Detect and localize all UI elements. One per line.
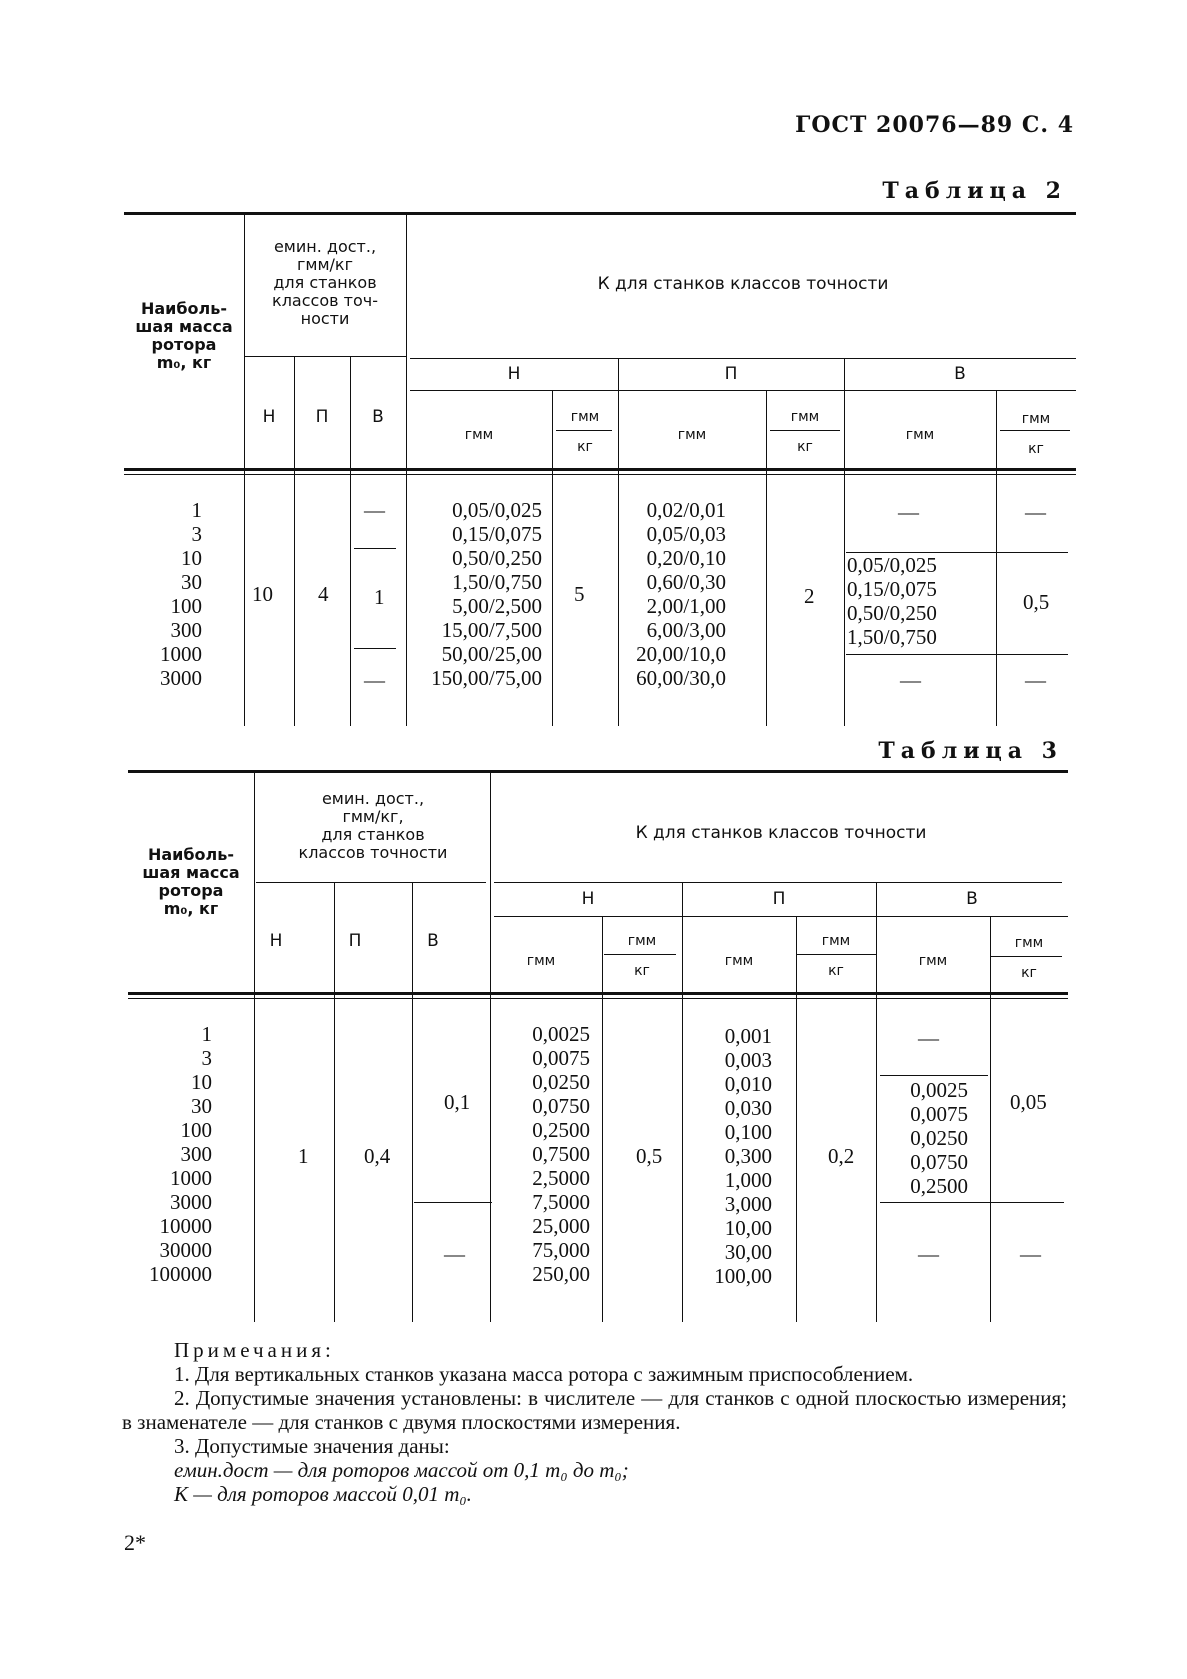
notes (122, 1338, 1067, 1506)
table3-unit-top: гмм (1014, 935, 1044, 951)
page-number: 2* (124, 1530, 146, 1555)
table2-mass-header: Наиболь- шая масса ротора m₀, кг (135, 299, 233, 372)
table3-unit-gmm: гмм (526, 953, 556, 969)
table2-k-class-v: В (954, 364, 966, 384)
table3-mass-header: Наиболь- шая масса ротора m₀, кг (142, 845, 240, 918)
table3-unit-bot: кг (1021, 965, 1037, 981)
table2-emin-class-n: Н (262, 407, 276, 427)
table3-k-class-v: В (966, 889, 978, 909)
table2-unit-bot: кг (797, 439, 813, 455)
table3-caption: Таблица 3 (878, 738, 1063, 764)
table2-emin-header: eмин. дост., гмм/кг для станков классов точ- ности (272, 237, 378, 328)
table3-k-p-kg: 0,2 (828, 1144, 855, 1168)
table3-emin-p-value: 0,4 (364, 1144, 391, 1168)
table3-emin-class-n: Н (269, 931, 283, 951)
table2-k-v-dash: — (898, 500, 919, 524)
table2-k-v-gmm: 0,05/0,025 0,15/0,075 0,50/0,250 1,50/0,750 (847, 553, 937, 649)
table3-emin-class-v: В (427, 931, 439, 951)
document-header: ГОСТ 20076—89 С. 4 (795, 112, 1074, 138)
note-3b: К — для роторов массой 0,01 m₀. (174, 1482, 472, 1506)
table3-k-p-gmm: 0,001 0,003 0,010 0,030 0,100 0,300 1,000 3,000 10,00 30,00 100,00 (714, 1024, 772, 1288)
table2-unit-gmm: гмм (677, 427, 707, 443)
table3-emin-v-value: 0,1 (444, 1090, 471, 1114)
table3-unit-gmm: гмм (918, 953, 948, 969)
table3-k-n-gmm: 0,0025 0,0075 0,0250 0,0750 0,2500 0,7500 2,5000 7,5000 25,000 75,000 250,00 (532, 1022, 590, 1286)
note-1: 1. Для вертикальных станков указана масса ротора с зажимным приспособлением. (174, 1362, 914, 1386)
table2-emin-p-value: 4 (318, 582, 329, 606)
table2-emin-class-v: В (372, 407, 384, 427)
table2-k-v-dash: — (900, 668, 921, 692)
table2-emin-n-value: 10 (252, 582, 273, 606)
table2-unit-gmm: гмм (464, 427, 494, 443)
table2-emin-v-dash: — (364, 668, 385, 692)
table2-caption: Таблица 2 (882, 178, 1067, 204)
table3-masses: 1 3 10 30 100 300 1000 3000 10000 30000 100000 (149, 1022, 212, 1286)
table3-k-v-kg: 0,05 (1010, 1090, 1047, 1114)
table2-k-p-kg: 2 (804, 584, 815, 608)
table3-emin-v-dash: — (444, 1242, 465, 1266)
notes-title: Примечания: (174, 1338, 335, 1362)
note-2: 2. Допустимые значения установлены: в числителе — для станков с одной плоскостью измерения; в знаменателе — для станков с двумя плоскостями измерения. (122, 1386, 1067, 1434)
table2-k-p-gmm: 0,02/0,01 0,05/0,03 0,20/0,10 0,60/0,30 2,00/1,00 6,00/3,00 20,00/10,0 60,00/30,0 (636, 498, 726, 690)
table2-emin-v-value: 1 (374, 585, 385, 609)
table2-emin-v-dash: — (364, 498, 385, 522)
table2-k-class-n: Н (507, 364, 521, 384)
table3-emin-class-p: П (348, 931, 362, 951)
table3-k-v-dash: — (1020, 1242, 1041, 1266)
table2-k-n-kg: 5 (574, 582, 585, 606)
table3-unit-top: гмм (821, 933, 851, 949)
table3-k-class-n: Н (581, 889, 595, 909)
table3-unit-bot: кг (634, 963, 650, 979)
table2-unit-top: гмм (790, 409, 820, 425)
table2-unit-top: гмм (570, 409, 600, 425)
table2-unit-bot: кг (1028, 441, 1044, 457)
table3-k-v-gmm: 0,0025 0,0075 0,0250 0,0750 0,2500 (910, 1078, 968, 1198)
table3-unit-bot: кг (828, 963, 844, 979)
table2-unit-bot: кг (577, 439, 593, 455)
table2-k-v-dash: — (1025, 668, 1046, 692)
table2-unit-gmm: гмм (905, 427, 935, 443)
table3-emin-n-value: 1 (298, 1144, 309, 1168)
table3-k-v-dash: — (918, 1242, 939, 1266)
table3-k-class-p: П (772, 889, 786, 909)
table2-unit-top: гмм (1021, 411, 1051, 427)
table2-k-n-gmm: 0,05/0,025 0,15/0,075 0,50/0,250 1,50/0,750 5,00/2,500 15,00/7,500 50,00/25,00 150,00/75,00 (431, 498, 542, 690)
table2-emin-class-p: П (315, 407, 329, 427)
table2-k-class-p: П (724, 364, 738, 384)
note-3a: eмин.дост — для роторов массой от 0,1 m₀ до m₀; (174, 1458, 629, 1482)
note-3: 3. Допустимые значения даны: (174, 1434, 450, 1458)
table2-masses: 1 3 10 30 100 300 1000 3000 (160, 498, 202, 690)
table2-k-v-kg: 0,5 (1023, 590, 1050, 614)
table2-k-header: К для станков классов точности (597, 274, 889, 294)
table3-k-n-kg: 0,5 (636, 1144, 663, 1168)
table2-k-v-dash: — (1025, 500, 1046, 524)
table3-emin-header: eмин. дост., гмм/кг, для станков классов точности (298, 789, 448, 862)
table3-unit-gmm: гмм (724, 953, 754, 969)
table3-k-header: К для станков классов точности (635, 823, 927, 843)
table3-unit-top: гмм (627, 933, 657, 949)
table3-k-v-dash: — (918, 1026, 939, 1050)
